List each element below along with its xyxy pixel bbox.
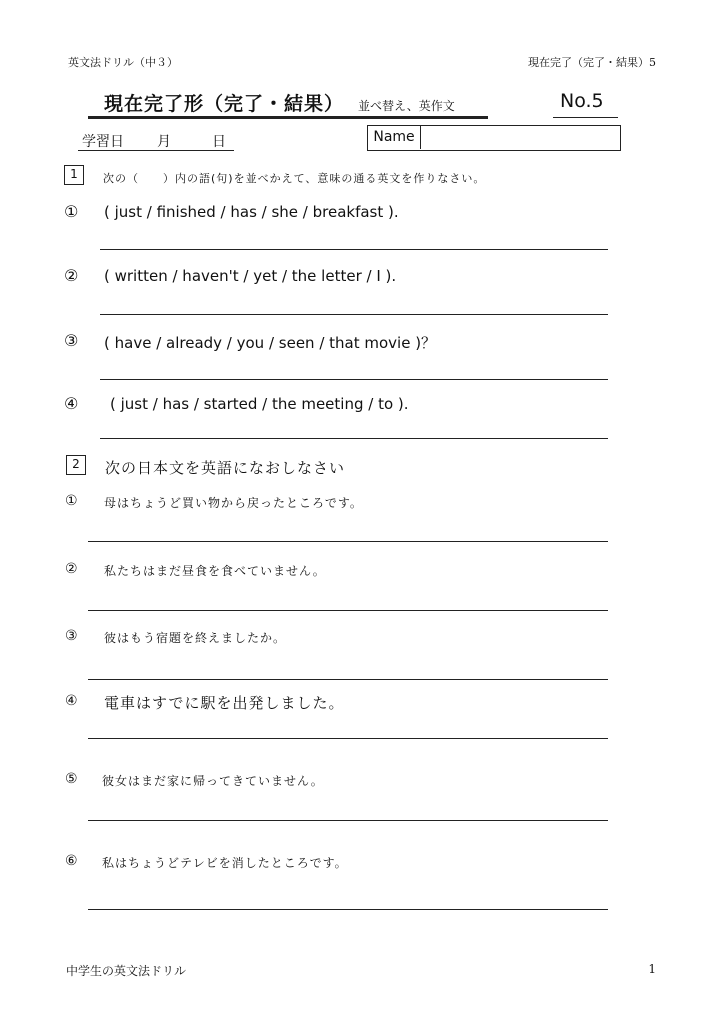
s2-q4-marker: ④ xyxy=(65,693,78,709)
s2-q3-marker: ③ xyxy=(65,628,78,644)
s2-q3-answer-line[interactable] xyxy=(88,679,608,680)
name-field[interactable] xyxy=(367,125,621,151)
s1-q1-answer-line[interactable] xyxy=(100,249,608,250)
s2-q5-marker: ⑤ xyxy=(65,771,78,787)
s2-q1-text: 母はちょうど買い物から戻ったところです。 xyxy=(104,496,363,510)
header-right: 現在完了（完了・結果）5 xyxy=(528,56,656,69)
s1-q3-answer-line[interactable] xyxy=(100,379,608,380)
s2-q5-answer-line[interactable] xyxy=(88,820,608,821)
date-underline xyxy=(78,150,234,151)
page-number: 1 xyxy=(648,962,656,976)
s2-q6-answer-line[interactable] xyxy=(88,909,608,910)
s2-q2-text: 私たちはまだ昼食を食べていません。 xyxy=(104,564,326,578)
s1-q4-answer-line[interactable] xyxy=(100,438,608,439)
month-label: 月 xyxy=(157,134,171,150)
s2-q2-answer-line[interactable] xyxy=(88,610,608,611)
footer-left: 中学生の英文法ドリル xyxy=(66,964,187,978)
date-label: 学習日 xyxy=(82,134,124,150)
s1-q4-marker: ④ xyxy=(64,394,79,413)
s2-q1-answer-line[interactable] xyxy=(88,541,608,542)
s2-q4-text: 電車はすでに駅を出発しました。 xyxy=(104,694,345,712)
section-1-instruction: 次の（ ）内の語(句)を並べかえて、意味の通る英文を作りなさい。 xyxy=(103,172,486,185)
drill-number: No.5 xyxy=(560,90,604,112)
s1-q3-marker: ③ xyxy=(64,331,79,350)
s1-q2-answer-line[interactable] xyxy=(100,314,608,315)
s1-q2-marker: ② xyxy=(64,266,79,285)
s1-q4-text: ( just / has / started / the meeting / to ). xyxy=(110,395,409,413)
drill-number-underline xyxy=(553,117,618,118)
s2-q4-answer-line[interactable] xyxy=(88,738,608,739)
day-label: 日 xyxy=(212,134,226,150)
s2-q1-marker: ① xyxy=(65,493,78,509)
s1-q1-text: ( just / finished / has / she / breakfast ). xyxy=(104,203,399,221)
header-left: 英文法ドリル（中３） xyxy=(68,56,178,69)
title-underline xyxy=(88,116,488,119)
section-2-instruction: 次の日本文を英語になおしなさい xyxy=(105,459,346,477)
page-subtitle: 並べ替え、英作文 xyxy=(358,99,455,113)
s1-q3-text: ( have / already / you / seen / that movie )？ xyxy=(104,334,437,352)
section-2-number: 2 xyxy=(66,455,86,475)
name-label: Name xyxy=(368,126,421,149)
s1-q1-marker: ① xyxy=(64,202,79,221)
page-title: 現在完了形（完了・結果） xyxy=(104,93,345,115)
s2-q5-text: 彼女はまだ家に帰ってきていません。 xyxy=(102,774,324,788)
s2-q2-marker: ② xyxy=(65,561,78,577)
s2-q6-text: 私はちょうどテレビを消したところです。 xyxy=(102,856,348,870)
s1-q2-text: ( written / haven't / yet / the letter / I ). xyxy=(104,267,397,285)
section-1-number: 1 xyxy=(64,165,84,185)
s2-q3-text: 彼はもう宿題を終えましたか。 xyxy=(104,631,287,645)
s2-q6-marker: ⑥ xyxy=(65,853,78,869)
